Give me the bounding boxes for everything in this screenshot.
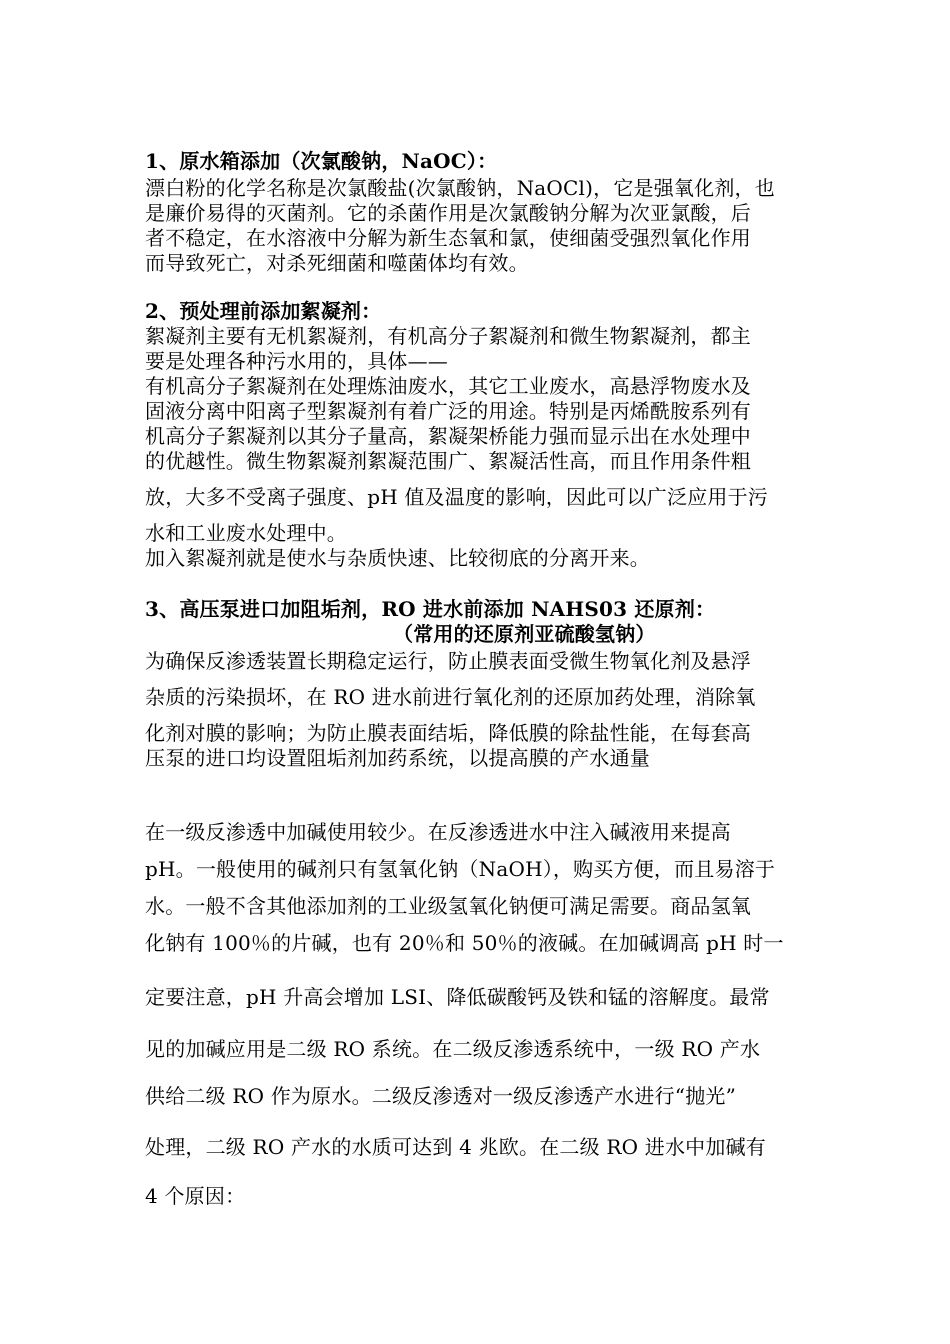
section-4-line: 见的加碱应用是二级 RO 系统。在二级反渗透系统中，一级 RO 产水	[145, 1037, 761, 1061]
section-1-line: 者不稳定，在水溶液中分解为新生态氧和氯，使细菌受强烈氧化作用	[145, 226, 751, 250]
section-4-line: 水。一般不含其他添加剂的工业级氢氧化钠便可满足需要。商品氢氧	[145, 894, 751, 918]
section-3-line: 杂质的污染损坏，在 RO 进水前进行氧化剂的还原加药处理，消除氧	[145, 685, 756, 709]
section-4-line: 处理，二级 RO 产水的水质可达到 4 兆欧。在二级 RO 进水中加碱有	[145, 1135, 766, 1159]
section-2-line: 絮凝剂主要有无机絮凝剂，有机高分子絮凝剂和微生物絮凝剂，都主	[145, 324, 751, 348]
section-2-line: 加入絮凝剂就是使水与杂质快速、比较彻底的分离开来。	[145, 546, 650, 570]
section-4-line: 供给二级 RO 作为原水。二级反渗透对一级反渗透产水进行“抛光”	[145, 1084, 737, 1108]
section-4-line: 4 个原因：	[145, 1184, 246, 1208]
section-2-line: 要是处理各种污水用的，具体——	[145, 349, 448, 373]
section-1-line: 漂白粉的化学名称是次氯酸盐(次氯酸钠，NaOCl)，它是强氧化剂，也	[145, 176, 775, 200]
section-4-line: 定要注意，pH 升高会增加 LSI、降低碳酸钙及铁和锰的溶解度。最常	[145, 985, 770, 1009]
section-3-heading: 3、高压泵进口加阻垢剂，RO 进水前添加 NAHS03 还原剂：	[145, 597, 716, 621]
section-1-heading: 1、原水箱添加（次氯酸钠，NaOC）：	[145, 149, 498, 173]
section-4-line: pH。一般使用的碱剂只有氢氧化钠（NaOH），购买方便，而且易溶于	[145, 857, 776, 881]
section-1-line: 而导致死亡，对杀死细菌和噬菌体均有效。	[145, 251, 529, 275]
section-2-line: 固液分离中阳离子型絮凝剂有着广泛的用途。特别是丙烯酰胺系列有	[145, 399, 751, 423]
section-2-heading: 2、预处理前添加絮凝剂：	[145, 299, 382, 323]
section-3-line: 化剂对膜的影响；为防止膜表面结垢，降低膜的除盐性能，在每套高	[145, 721, 751, 745]
section-1-line: 是廉价易得的灭菌剂。它的杀菌作用是次氯酸钠分解为次亚氯酸，后	[145, 201, 751, 225]
section-3-line: 为确保反渗透装置长期稳定运行，防止膜表面受微生物氧化剂及悬浮	[145, 649, 751, 673]
section-2-line: 水和工业废水处理中。	[145, 521, 347, 545]
section-2-line: 放，大多不受离子强度、pH 值及温度的影响，因此可以广泛应用于污	[145, 485, 769, 509]
section-4-line: 化钠有 100％的片碱，也有 20％和 50％的液碱。在加碱调高 pH 时一	[145, 931, 784, 955]
section-3-subheading: （常用的还原剂亚硫酸氢钠）	[393, 622, 656, 646]
section-4-line: 在一级反渗透中加碱使用较少。在反渗透进水中注入碱液用来提高	[145, 820, 731, 844]
section-2-line: 机高分子絮凝剂以其分子量高，絮凝架桥能力强而显示出在水处理中	[145, 424, 751, 448]
section-2-line: 有机高分子絮凝剂在处理炼油废水，其它工业废水，高悬浮物废水及	[145, 374, 751, 398]
section-3-line: 压泵的进口均设置阻垢剂加药系统，以提高膜的产水通量	[145, 746, 650, 770]
section-2-line: 的优越性。微生物絮凝剂絮凝范围广、絮凝活性高，而且作用条件粗	[145, 449, 751, 473]
